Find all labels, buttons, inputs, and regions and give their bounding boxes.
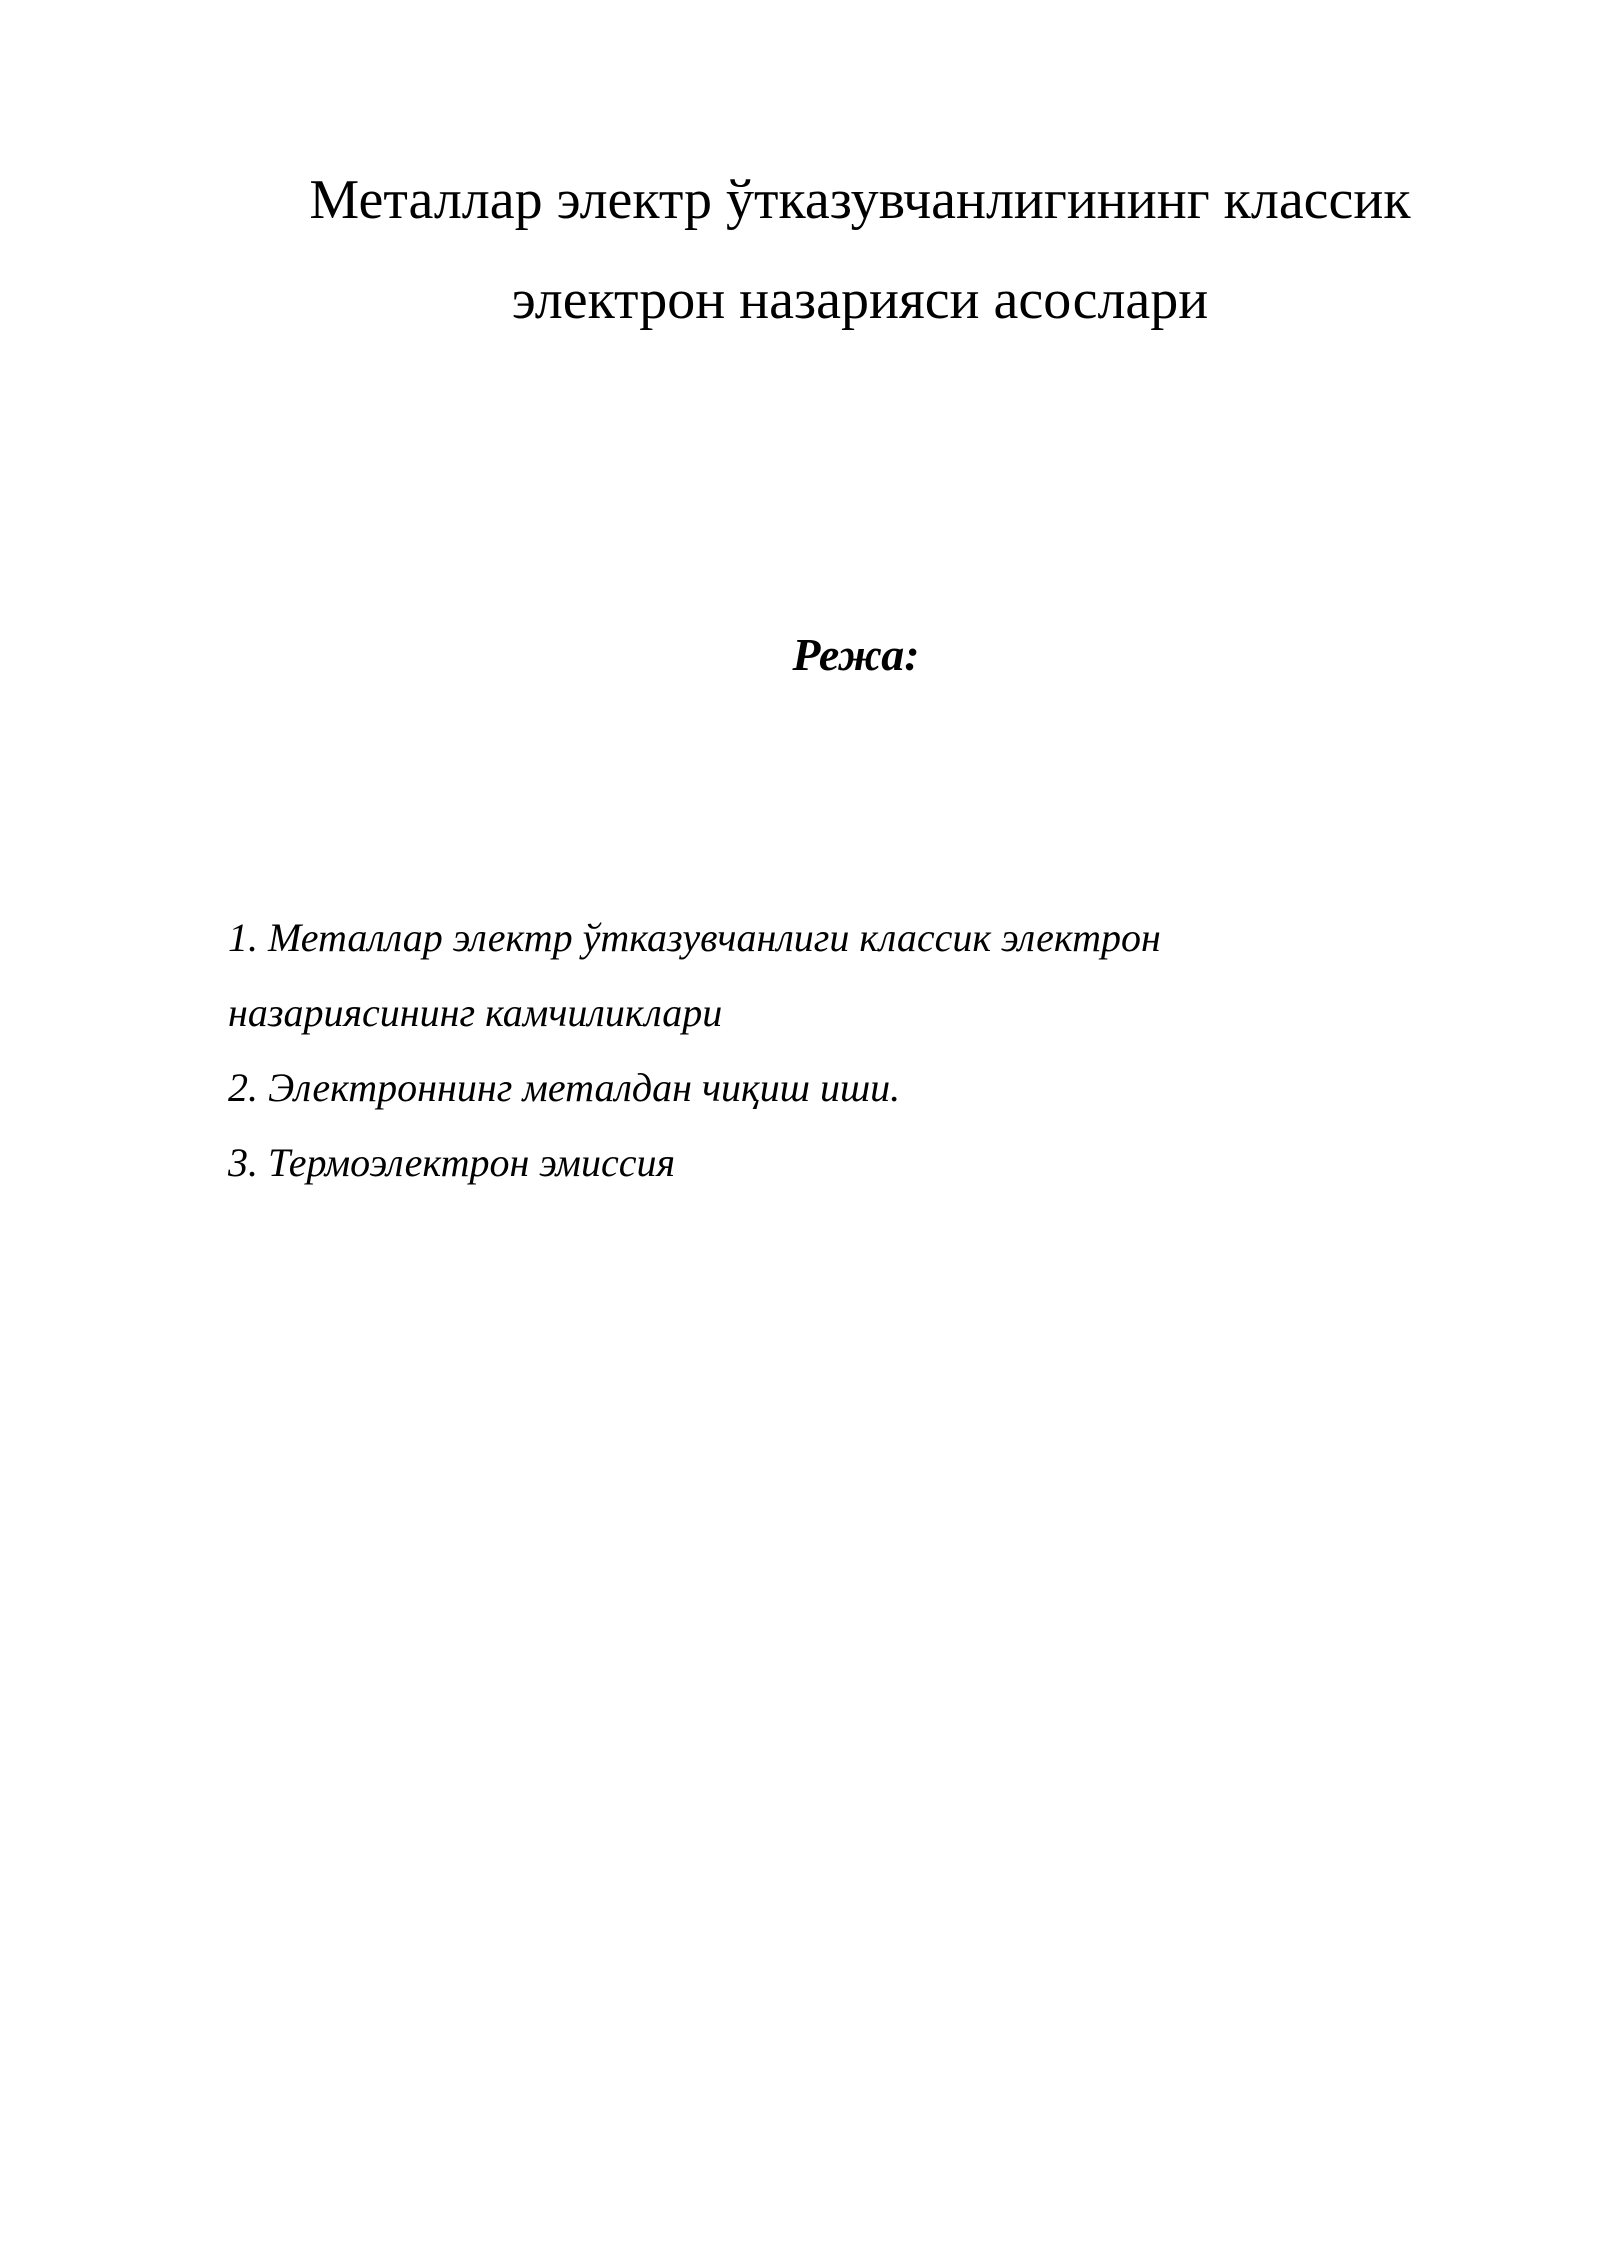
plan-item-number: 3.: [228, 1140, 258, 1185]
plan-item-number: 2.: [228, 1065, 258, 1110]
plan-item-text: Электроннинг металдан чиқиш иши.: [268, 1065, 901, 1110]
plan-item-text: Термоэлектрон эмиссия: [268, 1140, 676, 1185]
title-line-1: Металлар электр ўтказувчанлигининг классик: [309, 169, 1411, 231]
plan-item-2: [228, 1050, 1428, 1125]
plan-item-3: [228, 1125, 1428, 1200]
title-line-2: электрон назарияси асослари: [511, 269, 1209, 331]
plan-item-continuation: назариясининг камчиликлари: [228, 990, 723, 1035]
document-title: [230, 150, 1490, 350]
plan-item-1: [228, 900, 1428, 1050]
plan-heading: Режа:: [792, 629, 920, 680]
plan-item-text: Металлар электр ўтказувчанлиги классик электрон: [268, 915, 1161, 960]
plan-list: [228, 900, 1428, 1200]
plan-item-number: 1.: [228, 915, 258, 960]
